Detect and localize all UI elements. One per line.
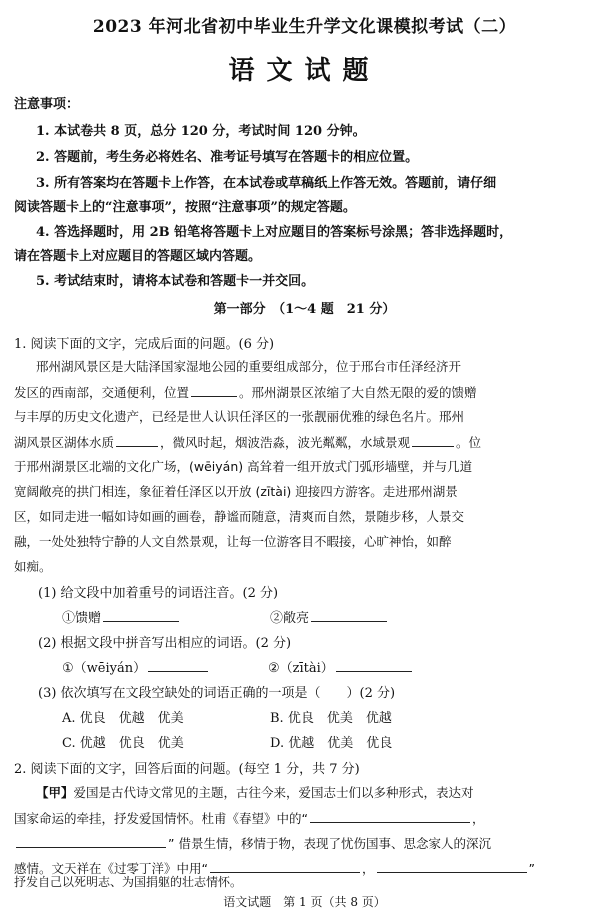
q1-line-4-end: 。位	[456, 435, 482, 450]
q2-line-2-end: ，	[471, 811, 485, 826]
q1-line-4-mid: ，微风时起，烟波浩淼，波光粼粼，水域景观	[160, 435, 411, 450]
q2-line-2-text: 国家命运的牵挂，抒发爱国情怀。杜甫《春望》中的“	[14, 811, 308, 826]
q2-line-5: 抒发自己以死明志、为国捐躯的壮志情怀。	[14, 875, 243, 889]
q1-sub2: (2) 根据文段中拼音写出相应的词语。(2 分)	[38, 636, 292, 651]
q1-sub1-a	[62, 607, 181, 626]
q2-line-3-text: ” 借景生情，移情于物，表现了忧伤国事、思念家人的深沉	[168, 836, 491, 851]
blank-1[interactable]	[191, 382, 237, 397]
blank-2[interactable]	[116, 432, 158, 447]
notice-item-5: 5. 考试结束时，请将本试卷和答题卡一并交回。	[36, 274, 315, 289]
blank-sub1-a[interactable]	[103, 607, 179, 622]
q2-line-2	[14, 808, 485, 827]
q2-line-4-comma: ，	[361, 861, 375, 876]
q2-line-1	[36, 783, 474, 801]
notice-heading: 注意事项：	[14, 97, 80, 112]
q1-option-a[interactable]: A. 优良 优越 优美	[62, 711, 184, 726]
q1-sub2-a-label: ①（wēiyán）	[62, 661, 147, 676]
subject-title: 语文试题	[228, 56, 381, 86]
q1-sub2-a	[62, 657, 210, 676]
q2-section-jia: 【甲】	[36, 785, 74, 800]
page-footer: 语文试题 第 1 页（共 8 页）	[223, 895, 386, 909]
q1-line-7: 区，如同走进一幅如诗如画的画卷，静谧而随意，清爽而自然，景随步移，人景交	[14, 509, 465, 524]
notice-item-2: 2. 答题前，考生务必将姓名、准考证号填写在答题卡的相应位置。	[36, 150, 419, 165]
q1-line-2-text: 发区的西南部，交通便利，位置	[14, 385, 190, 400]
q2-line-3	[14, 833, 491, 852]
q1-line-3: 与丰厚的历史文化遗产，已经是世人认识任泽区的一张靓丽优雅的绿色名片。邢州	[14, 409, 465, 424]
notice-item-1: 1. 本试卷共 8 页，总分 120 分，考试时间 120 分钟。	[36, 124, 366, 139]
notice-item-4: 4. 答选择题时，用 2B 铅笔将答题卡上对应题目的答案标号涂黑；答非选择题时，	[36, 225, 513, 240]
q1-line-4	[14, 432, 481, 451]
q1-option-b[interactable]: B. 优良 优美 优越	[270, 711, 392, 726]
q1-line-9: 如痴。	[14, 559, 52, 574]
q1-sub1-b-label: ②敞亮	[270, 611, 310, 626]
q2-line-1-text: 爱国是古代诗文常见的主题，古往今来，爱国志士们以多种形式，表达对	[73, 785, 474, 800]
exam-title: 2023 年河北省初中毕业生升学文化课模拟考试（二）	[92, 17, 517, 37]
q1-line-8: 融，一处处独特宁静的人文自然景观，让每一位游客目不暇接，心旷神怡，如醉	[14, 534, 452, 549]
q2-line-4-text: 感情。文天祥在《过零丁洋》中用“	[14, 861, 208, 876]
q1-line-2	[14, 382, 477, 401]
q1-line-2-rest: 。邢州湖景区浓缩了大自然无限的爱的馈赠	[239, 385, 477, 400]
q1-sub2-b	[268, 657, 414, 676]
q1-option-d[interactable]: D. 优越 优美 优良	[270, 736, 393, 751]
q2-line-4-end: ”	[528, 861, 535, 876]
blank-sub2-b[interactable]	[336, 657, 412, 672]
q1-sub3: (3) 依次填写在文段空缺处的词语正确的一项是（ ）(2 分)	[38, 686, 396, 701]
notice-item-3-cont: 阅读答题卡上的“注意事项”，按照“注意事项”的规定答题。	[14, 200, 356, 215]
q1-option-c[interactable]: C. 优越 优良 优美	[62, 736, 184, 751]
blank-q2-1[interactable]	[310, 808, 470, 823]
blank-sub2-a[interactable]	[148, 657, 208, 672]
q1-stem: 1. 阅读下面的文字，完成后面的问题。(6 分)	[14, 337, 275, 352]
q1-sub1: (1) 给文段中加着重号的词语注音。(2 分)	[38, 586, 279, 601]
part-one-heading: 第一部分 （1～4 题 21 分）	[213, 302, 396, 317]
blank-3[interactable]	[412, 432, 454, 447]
blank-q2-2[interactable]	[16, 833, 166, 848]
blank-q2-4[interactable]	[377, 858, 527, 873]
blank-q2-3[interactable]	[210, 858, 360, 873]
q1-line-1: 邢州湖风景区是大陆泽国家湿地公园的重要组成部分，位于邢台市任泽经济开	[36, 359, 462, 374]
notice-item-4-cont: 请在答题卡上对应题目的答题区域内答题。	[14, 249, 262, 264]
q1-sub1-a-label: ①馈赠	[62, 611, 102, 626]
notice-item-3: 3. 所有答案均在答题卡上作答，在本试卷或草稿纸上作答无效。答题前，请仔细	[36, 176, 497, 191]
q1-line-5: 于邢州湖景区北端的文化广场，(wēiyán) 高耸着一组开放式门弧形墙壁，并与几道	[14, 459, 473, 474]
q1-sub1-b	[270, 607, 389, 626]
q1-sub2-b-label: ②（zītài）	[268, 661, 334, 676]
blank-sub1-b[interactable]	[311, 607, 387, 622]
q1-line-6: 宽阔敞亮的拱门相连，象征着任泽区以开放 (zītài) 迎接四方游客。走进邢州湖景	[14, 484, 458, 499]
q1-line-4-text: 湖风景区湖体水质	[14, 435, 115, 450]
q2-stem: 2. 阅读下面的文字，回答后面的问题。(每空 1 分，共 7 分)	[14, 762, 360, 777]
